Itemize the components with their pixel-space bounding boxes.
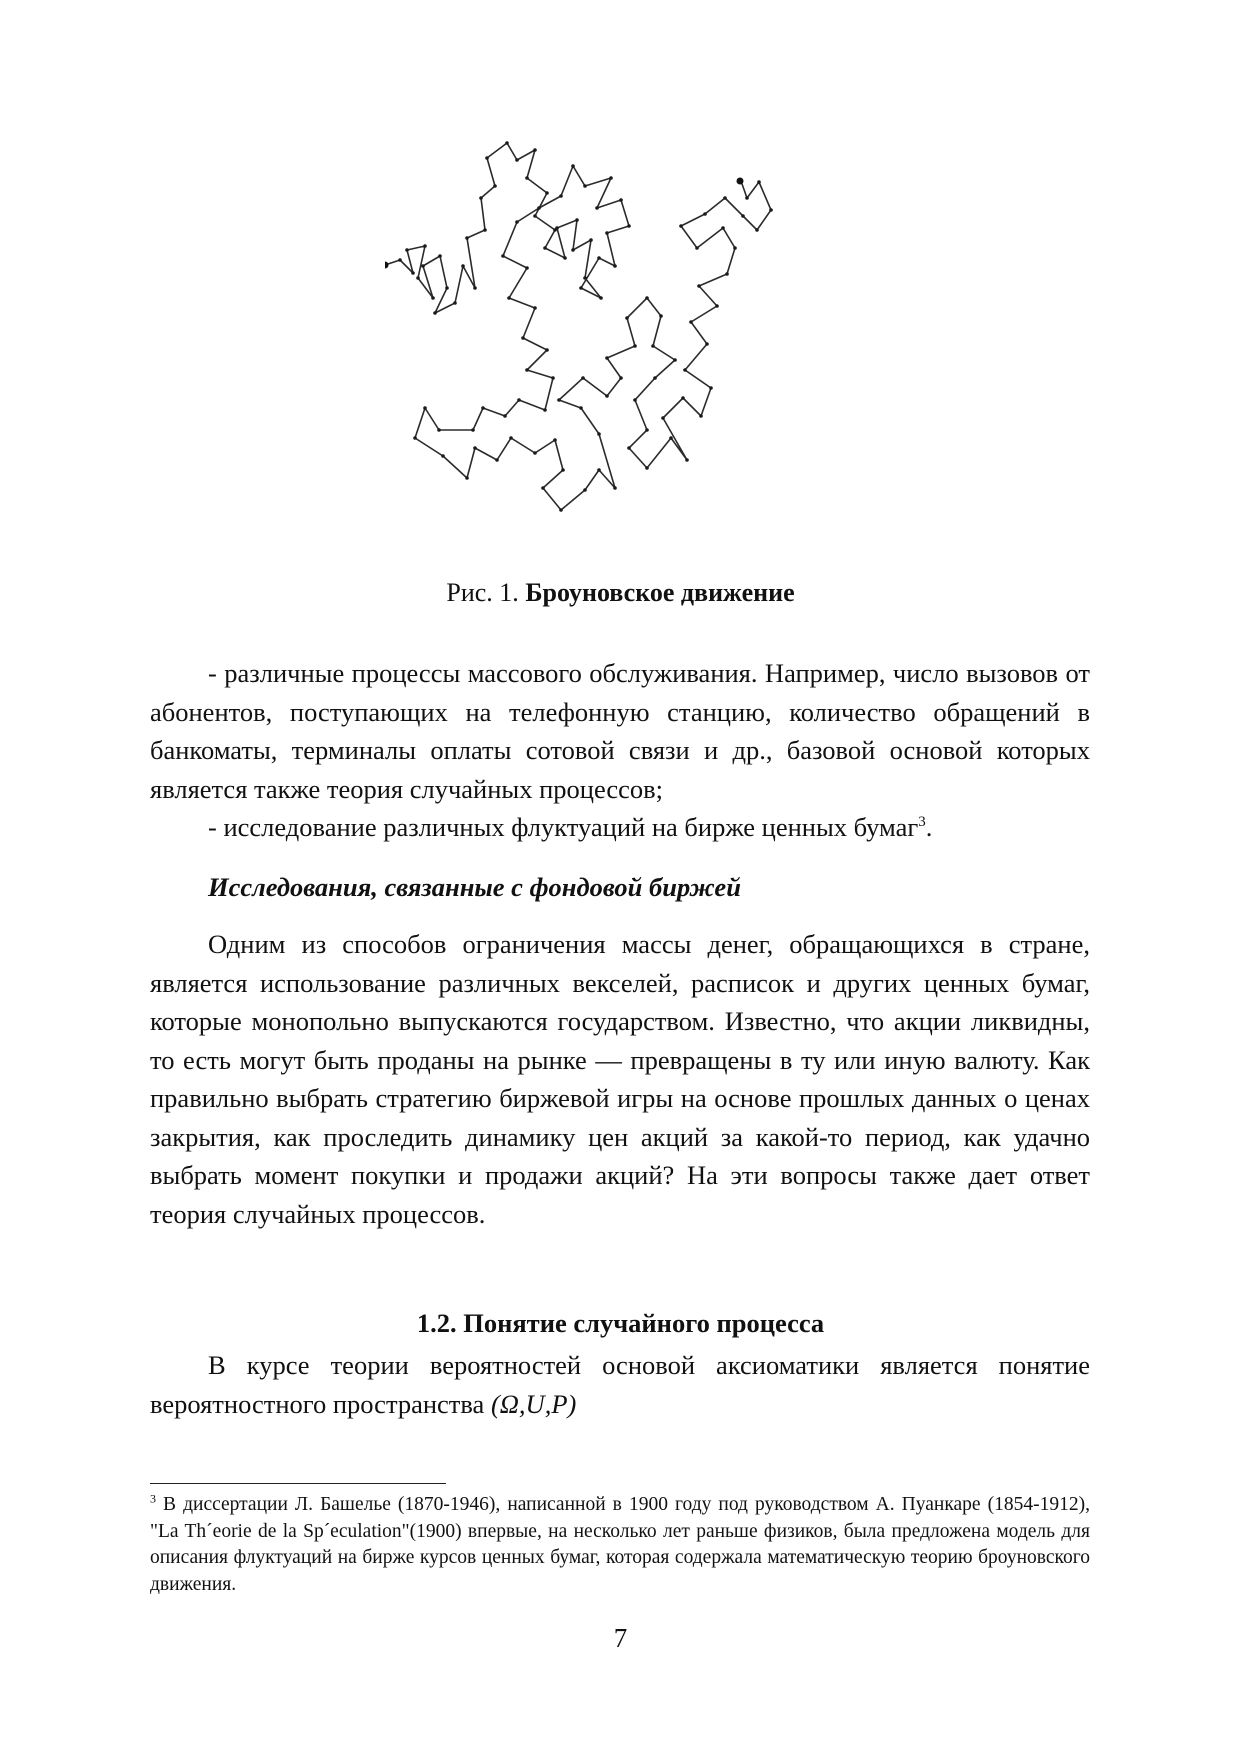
trajectory-point [679,224,683,228]
trajectory-point [721,226,725,230]
trajectory-point [521,336,525,340]
trajectory-point [525,176,529,180]
trajectory-point [609,176,613,180]
trajectory-point [515,158,519,162]
trajectory-point [543,246,547,250]
trajectory-point [645,296,649,300]
trajectory-point [501,254,505,258]
trajectory-point [495,458,499,462]
subheading-stock-exchange: Исследования, связанные с фондовой биржей [208,872,741,902]
trajectory-point [625,316,629,320]
figure-caption [0,578,1241,608]
trajectory-point [483,228,487,232]
caption-title: Броуновское движение [525,578,795,607]
trajectory-point [745,196,749,200]
trajectory-point [645,466,649,470]
trajectory-point [769,208,773,212]
trajectory-point [699,414,703,418]
trajectory-point [471,428,475,432]
trajectory-point [627,446,631,450]
trajectory-point [551,376,555,380]
trajectory-point [705,342,709,346]
trajectory-point [755,228,759,232]
trajectory-point [545,348,549,352]
page-number: 7 [613,1623,628,1653]
trajectory-point [515,220,519,224]
trajectory-point [619,198,623,202]
trajectory-point [533,451,537,455]
trajectory-point [411,271,415,275]
trajectory-point [651,344,655,348]
trajectory-point [575,218,579,222]
trajectory-point [423,244,427,248]
trajectory-point [725,272,729,276]
trajectory-point [421,264,425,268]
brownian-motion-figure [385,138,875,558]
trajectory-point [683,368,687,372]
trajectory-point [507,296,511,300]
trajectory-point [583,276,587,280]
trajectory-point [445,286,449,290]
trajectory-point [709,386,713,390]
trajectory-point [681,396,685,400]
paragraph-services: - различные процессы массового обслуживания. Например, число вызовов от абонентов, поступающих на телефонную станцию, количество обращений в банкоматы, терминалы оплаты сотовой связи и др., базовой основой которых является также теория случайных процессов; [150,658,1090,804]
prob-space-text: В курсе теории вероятностей основой аксиоматики является понятие вероятностного пространства [150,1350,1090,1419]
trajectory-point [659,314,663,318]
trajectory-point [597,432,601,436]
brownian-motion-icon [385,138,875,558]
trajectory-point [533,306,537,310]
trajectory-point [595,206,599,210]
exchange-text: - исследование различных флуктуаций на бирже ценных бумаг [208,812,919,842]
trajectory-point [579,286,583,290]
trajectory-point [533,214,537,218]
trajectory-point [505,141,509,145]
footnote-text: В диссертации Л. Башелье (1870-1946), написанной в 1900 году под руководством А. Пуанкаре (1854-1912), "La Th´eorie de la Sp´eculation"(1900) впервые, на несколько лет раньше физиков, была предложена модель для описания флуктуаций на бирже курсов ценных бумаг, которая содержала математическую теорию броуновского движения. [150,1494,1090,1595]
trajectory-point [543,408,547,412]
trajectory-point [465,476,469,480]
trajectory-point [525,266,529,270]
trajectory-point [673,358,677,362]
trajectory-point [433,311,437,315]
section-heading: 1.2. Понятие случайного процесса [416,1308,825,1338]
trajectory-point [583,184,587,188]
trajectory-point [653,376,657,380]
trajectory-point [703,212,707,216]
trajectory-point [733,246,737,250]
trajectory-point [571,248,575,252]
trajectory-start-point [385,262,389,269]
trajectory-point [581,376,585,380]
trajectory-point [613,486,617,490]
trajectory-point [627,224,631,228]
trajectory-point [579,406,583,410]
trajectory-point [757,180,761,184]
footnote [150,1492,1090,1598]
trajectory-point [461,264,465,268]
trajectory-point [553,438,557,442]
exchange-end: . [925,812,933,842]
trajectory-point [559,508,563,512]
trajectory-point [453,301,457,305]
trajectory-point [561,468,565,472]
trajectory-point [661,416,665,420]
trajectory-point [633,344,637,348]
trajectory-point [437,428,441,432]
trajectory-point [481,406,485,410]
trajectory-point [613,264,617,268]
footnote-ref[interactable]: 3 [918,814,926,831]
trajectory-point [689,320,693,324]
trajectory-point [619,376,623,380]
trajectory-point [485,156,489,160]
trajectory-point [509,436,513,440]
trajectory-point [405,248,409,252]
trajectory-point [441,454,445,458]
trajectory-point [557,398,561,402]
trajectory-point [423,406,427,410]
trajectory-point [525,368,529,372]
trajectory-end-point [737,178,744,185]
trajectory-point [669,436,673,440]
paragraph-stock: Одним из способов ограничения массы денег, обращающихся в стране, является использование различных векселей, расписок и других ценных бумаг, которые монопольно выпускаются государством. Известно, что акции ликвидны, то есть могут быть проданы на рынке — превращены в ту или иную валюту. Как правильно выбрать стратегию биржевой игры на основе прошлых данных о ценах закрытия, как проследить динамику цен акций за какой-то период, как удачно выбрать момент покупки и продажи акций? На эти вопросы также дает ответ теория случайных процессов. [150,929,1090,1229]
caption-prefix: Рис. 1. [446,578,526,607]
trajectory-point [438,254,442,258]
trajectory-point [517,398,521,402]
trajectory-point [559,194,563,198]
trajectory-point [503,414,507,418]
trajectory-point [563,256,567,260]
trajectory-point [605,356,609,360]
trajectory-point [416,276,420,280]
trajectory-point [723,196,727,200]
trajectory-point [473,286,477,290]
trajectory-point [695,246,699,250]
trajectory-point [473,446,477,450]
trajectory-point [605,231,609,235]
trajectory-point [715,304,719,308]
prob-space-formula: (Ω,U,P) [490,1388,577,1419]
trajectory-point [533,148,537,152]
trajectory-point [398,258,402,262]
trajectory-point [597,468,601,472]
trajectory-point [571,164,575,168]
trajectory-point [597,256,601,260]
trajectory-point [599,296,603,300]
trajectory-point [479,196,483,200]
trajectory-point [697,284,701,288]
trajectory-point [741,214,745,218]
trajectory-point [605,394,609,398]
trajectory-point [633,398,637,402]
trajectory-point [645,428,649,432]
trajectory-point [493,184,497,188]
trajectory-point [465,236,469,240]
paragraph-probability-space [150,1346,1090,1423]
paragraph-exchange [208,808,1090,847]
footnote-divider [150,1483,446,1484]
trajectory-point [431,296,435,300]
trajectory-point [545,191,549,195]
trajectory-point [541,486,545,490]
trajectory-point [537,206,541,210]
trajectory-point [685,458,689,462]
trajectory-point [589,238,593,242]
trajectory-point [555,226,559,230]
footnote-marker: 3 [150,1491,156,1506]
trajectory-point [413,436,417,440]
trajectory-point [583,488,587,492]
